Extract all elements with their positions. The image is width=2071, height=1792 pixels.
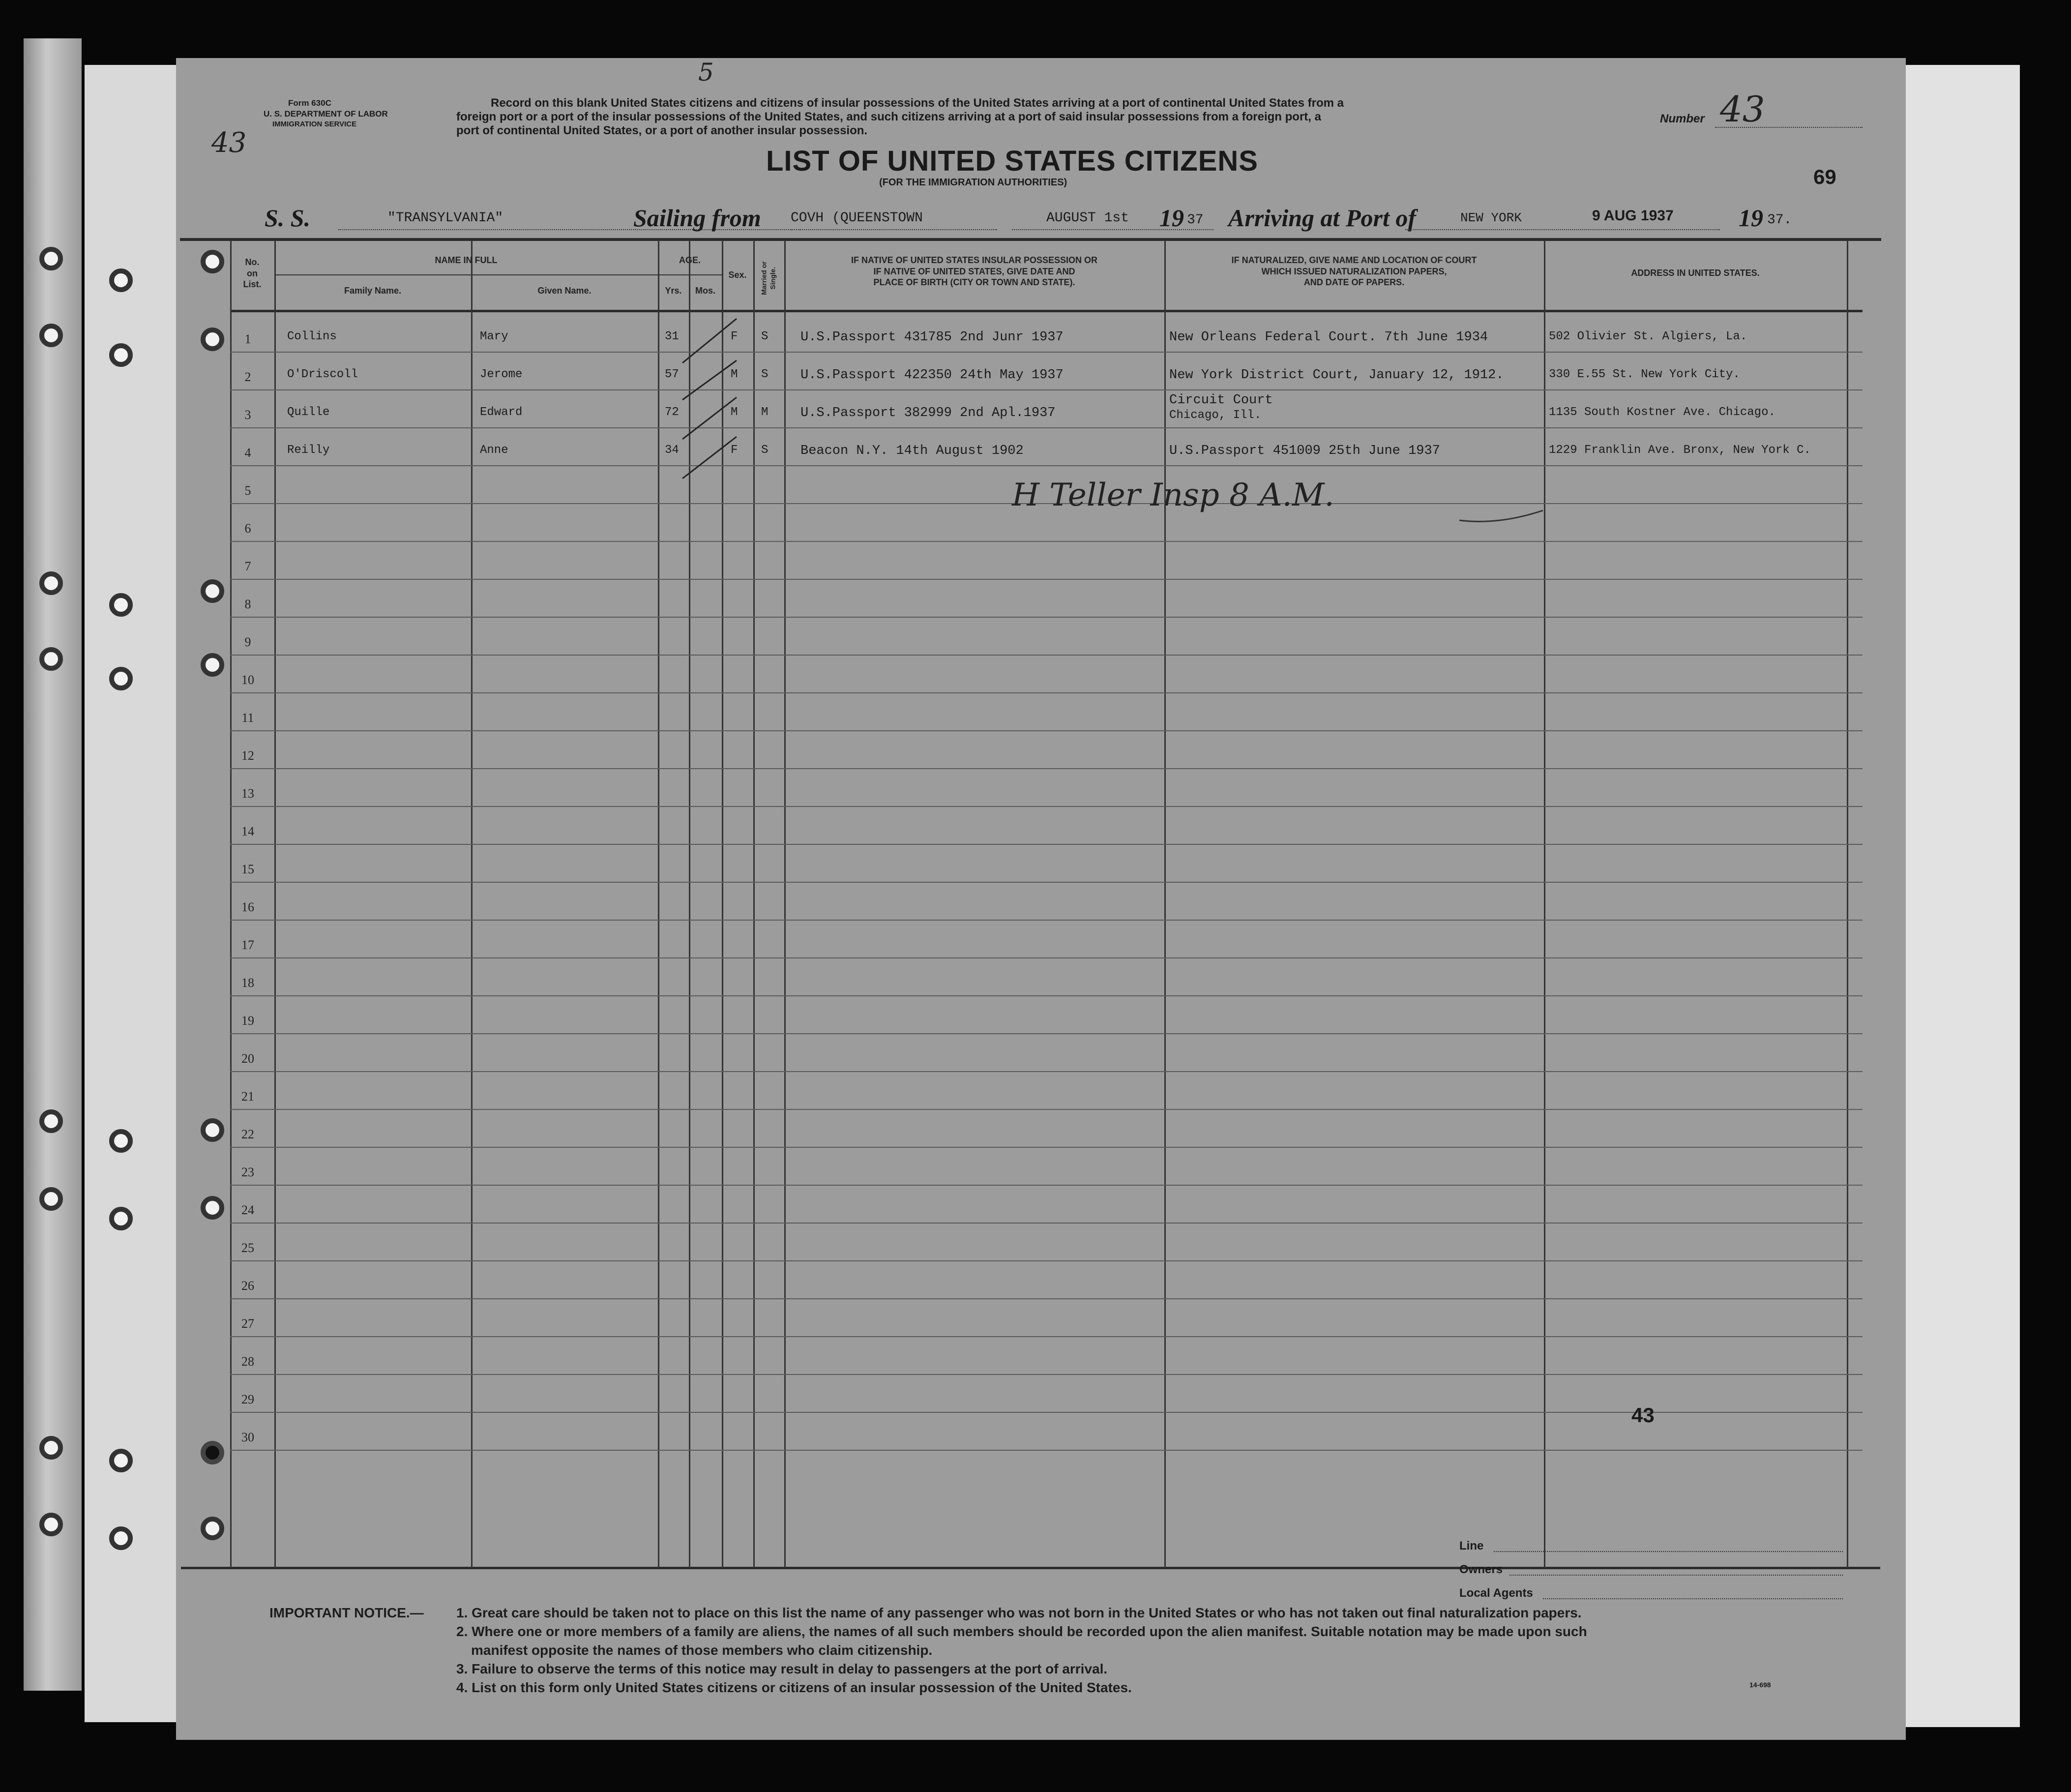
line-number: 30	[241, 1430, 254, 1444]
punch-hole	[201, 1196, 224, 1220]
line-field	[1494, 1551, 1843, 1552]
col-divider	[1544, 240, 1545, 1568]
ss-label: S. S.	[265, 204, 311, 232]
line-number: 13	[241, 786, 254, 801]
subheader-divider	[274, 274, 722, 275]
punch-hole	[201, 328, 224, 351]
ruled-line	[230, 1109, 1863, 1110]
binder-hole	[39, 1109, 63, 1133]
binder-hole	[39, 647, 63, 671]
sex: M	[731, 406, 738, 419]
page-subtitle: (FOR THE IMMIGRATION AUTHORITIES)	[879, 177, 1067, 188]
binder-hole	[39, 324, 63, 347]
line-number: 17	[241, 938, 254, 952]
ruled-line	[230, 995, 1863, 996]
line-number: 15	[241, 862, 254, 876]
naturalization: U.S.Passport 451009 25th June 1937	[1169, 444, 1440, 458]
col-header-address: ADDRESS IN UNITED STATES.	[1631, 268, 1760, 278]
line-number: 19	[241, 1014, 254, 1028]
ditto-marks	[668, 314, 769, 481]
notice-1: 1. Great care should be taken not to place on this list the name of any passenger who was not born in the United States or who has not taken out final naturalization papers.	[456, 1605, 1582, 1620]
line-number: 21	[241, 1089, 254, 1104]
instructions-line-1: Record on this blank United States citizens and citizens of insular possessions of the United States arriving at a port of continental United States from a	[491, 96, 1344, 110]
line-number: 18	[241, 976, 254, 990]
col-header-birth: IF NATIVE OF UNITED STATES INSULAR POSSESSION OR IF NATIVE OF UNITED STATES, GIVE DATE AND PLACE OF BIRTH (CITY OR TOWN AND STATE).	[851, 255, 1098, 287]
line-label: Line	[1459, 1539, 1484, 1553]
owners-label: Owners	[1459, 1563, 1503, 1576]
arrival-year-prefix: 19	[1739, 204, 1763, 232]
binder-hole	[39, 247, 63, 270]
bottom-number: 43	[1631, 1404, 1655, 1427]
punch-hole	[201, 579, 224, 603]
line-number: 4	[244, 446, 251, 460]
line-number: 26	[241, 1279, 254, 1293]
address: 1229 Franklin Ave. Bronx, New York C.	[1549, 444, 1811, 457]
punch-hole	[201, 653, 224, 677]
header-bottom-border	[230, 310, 1863, 312]
right-page-edge	[1892, 65, 2020, 1727]
page-title: LIST OF UNITED STATES CITIZENS	[766, 145, 1258, 177]
arriving-label: Arriving at Port of	[1228, 204, 1416, 232]
ruled-line	[230, 1336, 1863, 1337]
col-header-naturalized: IF NATURALIZED, GIVE NAME AND LOCATION OF COURT WHICH ISSUED NATURALIZATION PAPERS, AND DATE OF PAPERS.	[1231, 255, 1477, 287]
notice-2-cont: manifest opposite the names of those members who claim citizenship.	[471, 1643, 933, 1658]
arrival-stamp: 9 AUG 1937	[1592, 208, 1674, 224]
col-divider	[274, 240, 276, 1568]
year: 37	[1187, 212, 1204, 228]
age-years: 31	[665, 330, 679, 343]
ruled-line	[230, 465, 1863, 466]
ruled-line	[230, 957, 1863, 958]
ruled-line	[230, 806, 1863, 807]
age-years: 34	[665, 444, 679, 457]
punch-hole	[201, 1441, 224, 1464]
line-number: 6	[244, 521, 251, 536]
binder-hole	[109, 269, 133, 292]
col-header-no: No. on List.	[243, 257, 262, 289]
binder-hole	[109, 1129, 133, 1153]
line-number: 12	[241, 748, 254, 763]
department: U. S. DEPARTMENT OF LABOR	[264, 109, 388, 119]
arrival-port: NEW YORK	[1460, 210, 1522, 225]
address: 502 Olivier St. Algiers, La.	[1549, 330, 1747, 343]
col-header-name: NAME IN FULL	[435, 255, 498, 265]
line-number: 16	[241, 900, 254, 914]
address: 330 E.55 St. New York City.	[1549, 368, 1740, 381]
given-name: Anne	[480, 444, 508, 457]
age-years: 72	[665, 406, 679, 419]
ruled-line	[230, 1033, 1863, 1034]
notice-2: 2. Where one or more members of a family are aliens, the names of all such members should be recorded upon the alien manifest. Suitable notation may be made upon such	[456, 1624, 1587, 1639]
notice-4: 4. List on this form only United States citizens or citizens of an insular possession of the United States.	[456, 1680, 1132, 1695]
number-label: Number	[1660, 112, 1705, 125]
line-number: 22	[241, 1127, 254, 1141]
instructions-line-3: port of continental United States, or a port of another insular possession.	[456, 124, 868, 137]
ship-name: "TRANSYLVANIA"	[387, 210, 503, 226]
ruled-line	[230, 768, 1863, 769]
birth-or-passport: U.S.Passport 382999 2nd Apl.1937	[800, 406, 1056, 420]
agents-field	[1543, 1598, 1843, 1599]
punch-hole	[201, 1517, 224, 1540]
line-number: 2	[244, 370, 251, 384]
line-number: 8	[244, 597, 251, 611]
line-number: 9	[244, 635, 251, 649]
ruled-line	[230, 352, 1863, 353]
family-name: Collins	[287, 330, 337, 343]
owners-field	[1509, 1575, 1843, 1576]
col-header-married: Married or Single.	[760, 261, 776, 295]
service: IMMIGRATION SERVICE	[272, 120, 357, 128]
instructions-line-2: foreign port or a port of the insular possessions of the United States, and such citizens arriving at a port of said insular possessions from a foreign port, a	[456, 110, 1321, 123]
ruled-line	[230, 541, 1863, 542]
port-line	[791, 229, 997, 230]
col-header-given: Given Name.	[537, 286, 592, 296]
line-number: 23	[241, 1165, 254, 1179]
corner-note: 43	[211, 127, 247, 159]
given-name: Jerome	[480, 368, 523, 381]
line-number: 29	[241, 1392, 254, 1406]
col-divider	[658, 240, 659, 1568]
ruled-line	[230, 1147, 1863, 1148]
notice-3: 3. Failure to observe the terms of this notice may result in delay to passengers at the port of arrival.	[456, 1661, 1108, 1676]
line-number: 3	[244, 408, 251, 422]
sex: M	[731, 368, 738, 381]
binder-hole	[109, 1526, 133, 1550]
binder-hole	[109, 343, 133, 367]
ruled-line	[230, 882, 1863, 883]
line-number: 7	[244, 559, 251, 573]
col-divider	[1164, 240, 1166, 1568]
col-divider	[1847, 240, 1848, 1568]
naturalization: New Orleans Federal Court. 7th June 1934	[1169, 330, 1488, 345]
address: 1135 South Kostner Ave. Chicago.	[1549, 406, 1775, 419]
left-page-edge	[85, 65, 184, 1722]
manifest-sheet	[176, 58, 1906, 1740]
line-number: 20	[241, 1051, 254, 1066]
ruled-line	[230, 655, 1863, 656]
ruled-line	[230, 1374, 1863, 1375]
given-name: Edward	[480, 406, 523, 419]
col-header-mos: Mos.	[695, 286, 715, 296]
marital-status: M	[761, 406, 769, 419]
line-number: 27	[241, 1316, 254, 1331]
line-number: 10	[241, 673, 254, 687]
col-header-age: AGE.	[679, 255, 701, 265]
notice-heading: IMPORTANT NOTICE.—	[269, 1605, 424, 1620]
binder-hole	[109, 667, 133, 690]
sex: F	[731, 330, 738, 343]
binder-hole	[39, 1513, 63, 1536]
naturalization: New York District Court, January 12, 1912.	[1169, 368, 1504, 383]
ruled-line	[230, 617, 1863, 618]
line-number: 5	[244, 483, 251, 498]
arrival-line	[1405, 229, 1720, 230]
marital-status: S	[761, 368, 769, 381]
ruled-line	[230, 920, 1863, 921]
table-bottom-border	[181, 1567, 1880, 1569]
line-number: 1	[244, 332, 251, 346]
binder-hole	[39, 571, 63, 595]
given-name: Mary	[480, 330, 508, 343]
page-number: 69	[1813, 165, 1836, 188]
line-number: 11	[241, 711, 254, 725]
birth-or-passport: Beacon N.Y. 14th August 1902	[800, 444, 1024, 458]
ruled-line	[230, 1185, 1863, 1186]
pen-stroke	[1454, 501, 1553, 530]
agents-label: Local Agents	[1459, 1586, 1533, 1600]
marital-status: S	[761, 330, 769, 343]
ruled-line	[230, 1223, 1863, 1224]
year-prefix: 19	[1159, 204, 1184, 232]
col-header-family: Family Name.	[344, 286, 402, 296]
number-value: 43	[1720, 89, 1765, 130]
ruled-line	[230, 579, 1863, 580]
col-divider	[784, 240, 786, 1568]
naturalization: Circuit Court	[1169, 393, 1273, 408]
line-number: 14	[241, 824, 254, 838]
ruled-line	[230, 1412, 1863, 1413]
ruled-line	[230, 427, 1863, 428]
ruled-line	[230, 1450, 1863, 1451]
arrival-year: 37.	[1767, 212, 1792, 228]
ruled-line	[230, 389, 1863, 390]
ruled-line	[230, 1260, 1863, 1261]
sailing-label: Sailing from	[633, 204, 761, 232]
col-divider	[471, 240, 473, 1568]
binder-hole	[109, 1207, 133, 1230]
binder-hole	[109, 1449, 133, 1472]
top-mark: 5	[698, 58, 714, 87]
marital-status: S	[761, 444, 769, 457]
departure-port: COVH (QUEENSTOWN	[791, 210, 923, 226]
col-header-yrs: Yrs.	[665, 286, 682, 296]
punch-hole	[201, 1118, 224, 1142]
col-header-sex: Sex.	[728, 270, 747, 280]
print-code: 14-698	[1749, 1681, 1771, 1689]
birth-or-passport: U.S.Passport 422350 24th May 1937	[800, 368, 1064, 383]
line-number: 24	[241, 1203, 254, 1217]
ruled-line	[230, 692, 1863, 693]
inspector-note: H Teller Insp 8 A.M.	[1012, 477, 1334, 513]
birth-or-passport: U.S.Passport 431785 2nd Junr 1937	[800, 330, 1064, 345]
age-years: 57	[665, 368, 679, 381]
punch-hole	[201, 250, 224, 273]
ruled-line	[230, 1071, 1863, 1072]
col-divider	[230, 240, 232, 1568]
binder-hole	[109, 593, 133, 617]
family-name: Quille	[287, 406, 330, 419]
sailing-date: AUGUST 1st	[1046, 210, 1129, 226]
ruled-line	[230, 844, 1863, 845]
ruled-line	[230, 730, 1863, 731]
binder-hole	[39, 1436, 63, 1460]
family-name: O'Driscoll	[287, 368, 358, 381]
table-top-border	[180, 238, 1881, 241]
form-number: Form 630C	[288, 98, 331, 108]
line-number: 28	[241, 1354, 254, 1369]
sex: F	[731, 444, 738, 457]
line-number: 25	[241, 1241, 254, 1255]
naturalization-location: Chicago, Ill.	[1169, 409, 1262, 422]
ruled-line	[230, 1298, 1863, 1299]
binder-hole	[39, 1187, 63, 1211]
family-name: Reilly	[287, 444, 330, 457]
